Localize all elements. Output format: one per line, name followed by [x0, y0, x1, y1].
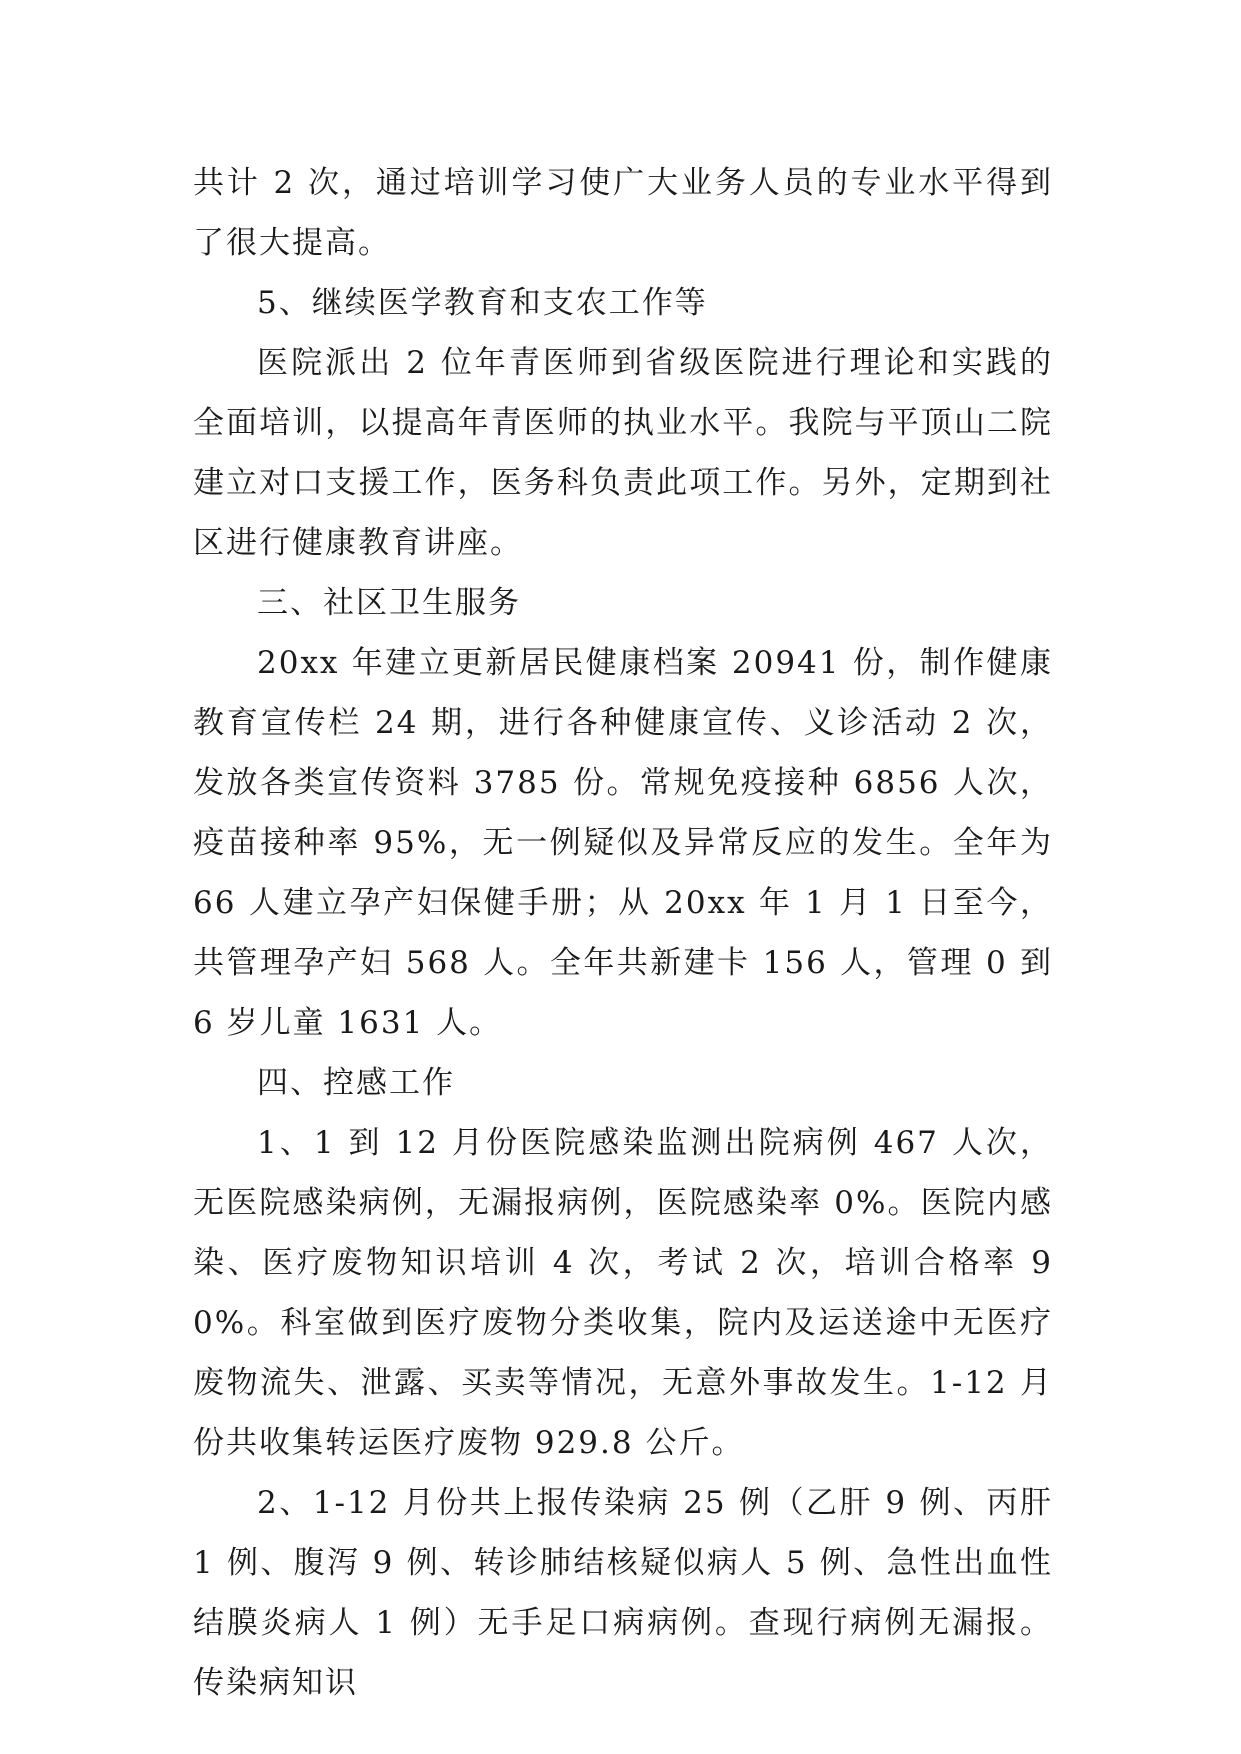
section-heading-infection-control: 四、控感工作: [257, 1065, 455, 1101]
document-body: [193, 153, 1053, 1713]
paragraph-community-health: 20xx 年建立更新居民健康档案 20941 份，制作健康教育宣传栏 24 期，进行各种健康宣传、义诊活动 2 次，发放各类宣传资料 3785 份。常规免疫接种 6856 人次，疫苗接种率 95%，无一例疑似及异常反应的发生。全年为 66 人建立孕产妇保健手册；从 20xx 年 1 月 1 日至今，共管理孕产妇 568 人。全年共新建卡 156 人，管理 0 到 6 岁儿童 1631 人。: [193, 645, 1053, 1041]
section-heading-community-health: 三、社区卫生服务: [257, 585, 521, 621]
paragraph-infectious-disease-report: 2、1-12 月份共上报传染病 25 例（乙肝 9 例、丙肝 1 例、腹泻 9 例、转诊肺结核疑似病人 5 例、急性出血性结膜炎病人 1 例）无手足口病病例。查现行病例无漏报。传染病知识: [193, 1485, 1053, 1701]
section-heading-continuing-education: 5、继续医学教育和支农工作等: [257, 285, 708, 321]
paragraph-infection-monitoring: 1、1 到 12 月份医院感染监测出院病例 467 人次，无医院感染病例，无漏报病例，医院感染率 0%。医院内感染、医疗废物知识培训 4 次，考试 2 次，培训合格率 90%。科室做到医疗废物分类收集，院内及运送途中无医疗废物流失、泄露、买卖等情况，无意外事故发生。1-12 月份共收集转运医疗废物 929.8 公斤。: [193, 1125, 1053, 1461]
paragraph-continuing-education: 医院派出 2 位年青医师到省级医院进行理论和实践的全面培训，以提高年青医师的执业水平。我院与平顶山二院建立对口支援工作，医务科负责此项工作。另外，定期到社区进行健康教育讲座。: [193, 345, 1053, 561]
paragraph-training-summary: 共计 2 次，通过培训学习使广大业务人员的专业水平得到了很大提高。: [193, 165, 1053, 261]
